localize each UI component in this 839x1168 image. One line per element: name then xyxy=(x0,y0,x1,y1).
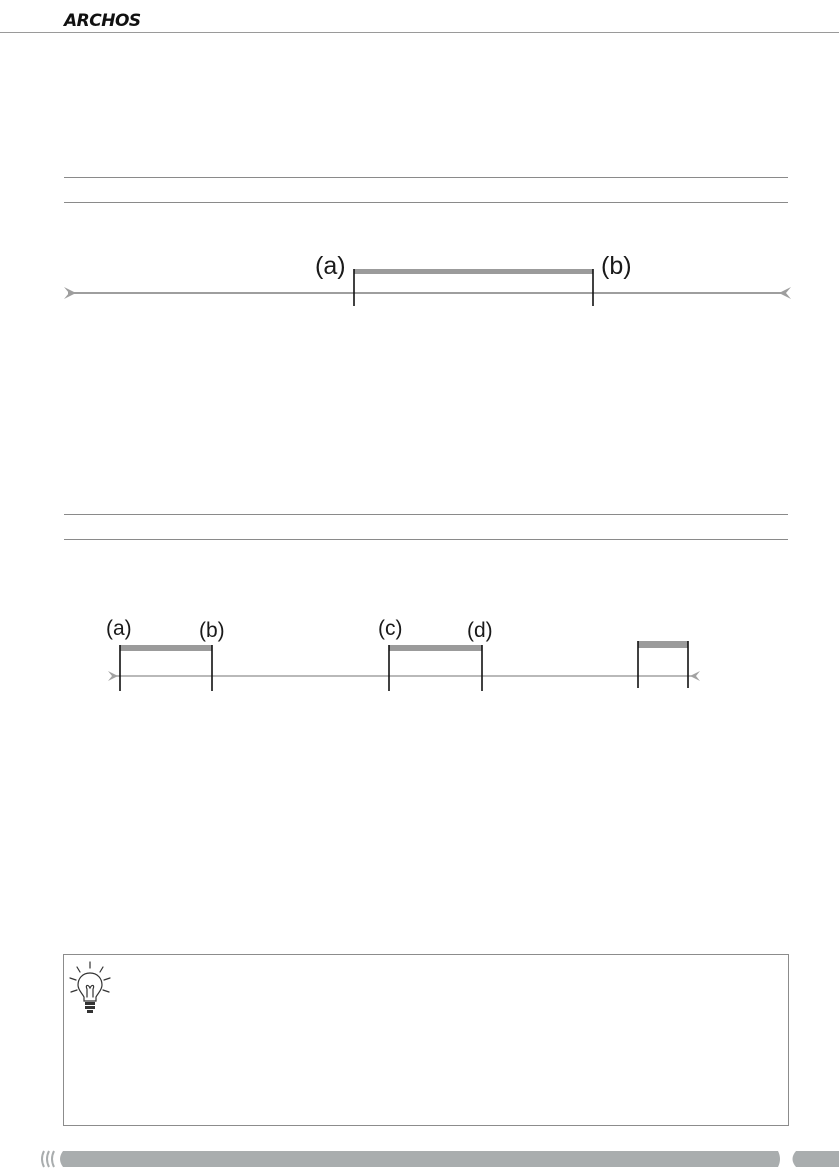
section-rule-bottom xyxy=(64,202,788,203)
label-b: (b) xyxy=(199,619,225,642)
page-curve-icon xyxy=(42,1151,44,1167)
tip-box xyxy=(63,954,789,1126)
lightbulb-icon xyxy=(66,960,114,1016)
multi-segment-diagram xyxy=(0,610,839,695)
timeline-start-arrow-icon xyxy=(108,671,118,681)
segment-extra xyxy=(638,641,688,648)
section-rule-top xyxy=(64,177,788,178)
label-c: (c) xyxy=(378,617,403,640)
section-rule-top xyxy=(64,514,788,515)
timeline-end-arrow-icon xyxy=(690,671,700,681)
label-d: (d) xyxy=(467,619,493,642)
timeline-start-arrow-icon xyxy=(64,287,76,299)
segment-cd xyxy=(389,645,482,651)
archos-logo: ARCHOS xyxy=(64,11,141,31)
segment-ab xyxy=(120,645,212,651)
section-rule-bottom xyxy=(64,539,788,540)
label-a: (a) xyxy=(315,252,346,280)
ab-repeat-diagram xyxy=(0,240,839,315)
header-divider xyxy=(0,32,839,33)
footer-bar xyxy=(0,1150,839,1168)
timeline-end-arrow-icon xyxy=(779,287,791,299)
loop-segment xyxy=(354,269,593,274)
label-a: (a) xyxy=(106,617,132,640)
label-b: (b) xyxy=(601,252,632,280)
